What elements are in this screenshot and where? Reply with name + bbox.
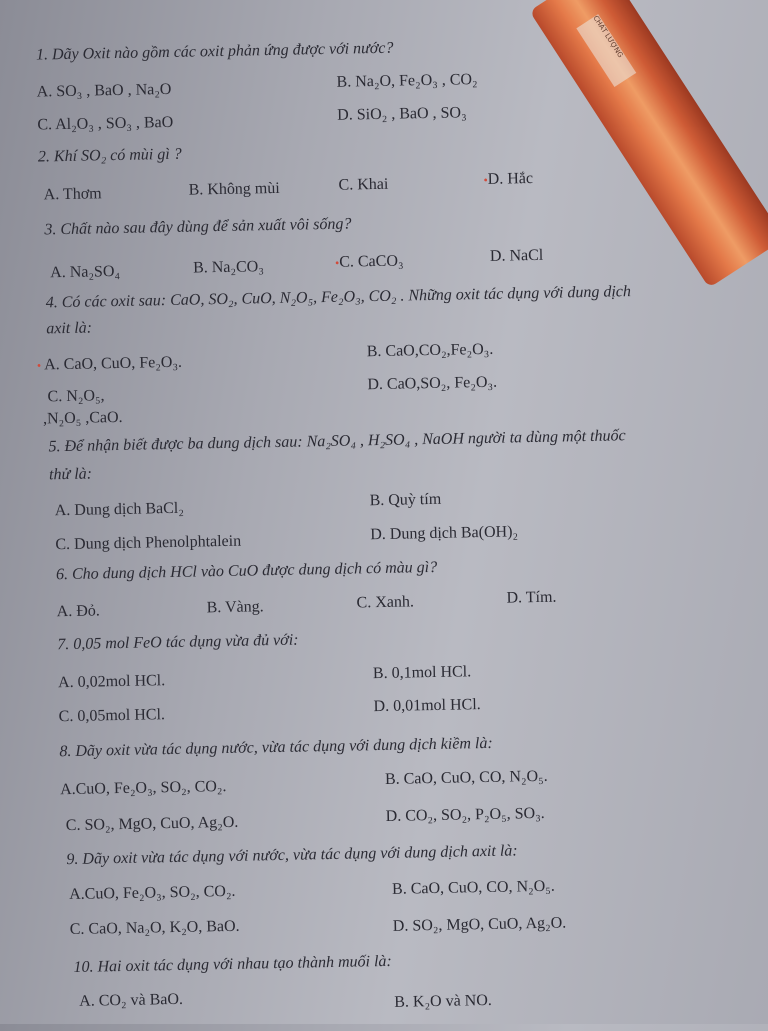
question-7: 7. 0,05 mol FeO tác dụng vừa đủ với: [57,631,299,654]
q7-option-b: B. 0,1mol HCl. [372,663,472,683]
answer-mark: • [36,358,45,373]
q10-option-b: B. K₂O và NO. [394,991,492,1011]
answer-mark: • [334,255,340,270]
question-1: 1. Dãy Oxit nào gồm các oxit phản ứng được với nước? [35,39,394,64]
q8-option-b: B. CaO, CuO, CO, N₂O₅. [384,767,548,788]
answer-mark: • [483,172,488,187]
q8-option-a: A.CuO, Fe₂O₃, SO₂, CO₂. [59,777,227,799]
question-4-cont: axit là: [46,319,93,338]
q9-option-c: C. CaO, Na₂O, K₂O, BaO. [69,917,240,939]
q6-option-b: B. Vàng. [206,598,264,617]
q6-option-a: A. Đỏ. [56,602,100,621]
q8-option-c: C. SO₂, MgO, CuO, Ag₂O. [65,813,239,835]
q6-option-d: D. Tím. [506,588,557,607]
q5-option-b: B. Quỳ tím [369,490,442,510]
question-8: 8. Dãy oxit vừa tác dụng nước, vừa tác dụng với dung dịch kiềm là: [59,734,493,761]
q2-option-a: A. Thơm [43,185,102,204]
q2-option-c: C. Khai [338,175,389,194]
q5-option-d: D. Dung dịch Ba(OH)₂ [370,523,519,544]
question-3: 3. Chất nào sau đây dùng để sản xuất vôi sống? [44,215,352,239]
q9-option-a: A.CuO, Fe₂O₃, SO₂, CO₂. [68,882,236,904]
q3-option-c: •C. CaCO₃ [334,252,404,271]
question-4: 4. Có các oxit sau: CaO, SO₂, CuO, N₂O₅, Fe₂O₃, CO₂ . Những oxit tác dụng với dung dịch [45,283,632,312]
q9-option-d: D. SO₂, MgO, CuO, Ag₂O. [392,914,567,935]
q4-option-d: D. CaO,SO₂, Fe₂O₃. [367,373,498,394]
q9-option-b: B. CaO, CuO, CO, N₂O₅. [391,877,555,898]
q7-option-d: D. 0,01mol HCl. [373,696,481,716]
q5-option-c: C. Dung dịch Phenolphtalein [55,532,242,554]
q1-option-b: B. Na₂O, Fe₂O₃ , CO₂ [336,71,478,91]
q1-option-d: D. SiO₂ , BaO , SO₃ [337,104,467,124]
pen-label: CHẤT LƯỢNG [576,14,636,87]
q4-option-c-cont: ,N₂O₅ ,CaO. [42,408,123,428]
q2-option-b: B. Không mùi [188,179,280,199]
question-5: 5. Để nhận biết được ba dung dịch sau: Na₂SO₄ , H₂SO₄ , NaOH người ta dùng một thuốc [48,427,626,456]
q7-option-a: A. 0,02mol HCl. [57,672,166,692]
q4-option-c: C. N₂O₅, [47,387,105,406]
q3-option-a: A. Na₂SO₄ [50,262,121,282]
q1-option-a: A. SO₃ , BaO , Na₂O [36,80,172,101]
q3-option-d: D. NaCl [489,246,544,265]
question-6: 6. Cho dung dịch HCl vào CuO được dung dịch có màu gì? [55,558,438,584]
q3-option-b: B. Na₂CO₃ [192,258,264,277]
question-5-cont: thử là: [48,465,93,484]
q1-option-c: C. Al₂O₃ , SO₃ , BaO [37,113,174,134]
question-2: 2. Khí SO₂ có mùi gì ? [37,145,182,166]
q8-option-d: D. CO₂, SO₂, P₂O₅, SO₃. [385,804,545,825]
q2-option-d: •D. Hắc [483,170,534,188]
q10-option-a: A. CO₂ và BaO. [79,990,184,1010]
question-9: 9. Dãy oxit vừa tác dụng với nước, vừa tác dụng với dung dịch axit là: [66,842,518,869]
q7-option-c: C. 0,05mol HCl. [58,706,166,726]
q6-option-c: C. Xanh. [356,593,415,612]
q5-option-a: A. Dung dịch BaCl₂ [54,499,185,520]
question-10: 10. Hai oxit tác dụng với nhau tạo thành muối là: [73,952,392,976]
q4-option-a: • A. CaO, CuO, Fe₂O₃. [36,353,183,374]
q4-option-b: B. CaO,CO₂,Fe₂O₃. [366,340,494,361]
